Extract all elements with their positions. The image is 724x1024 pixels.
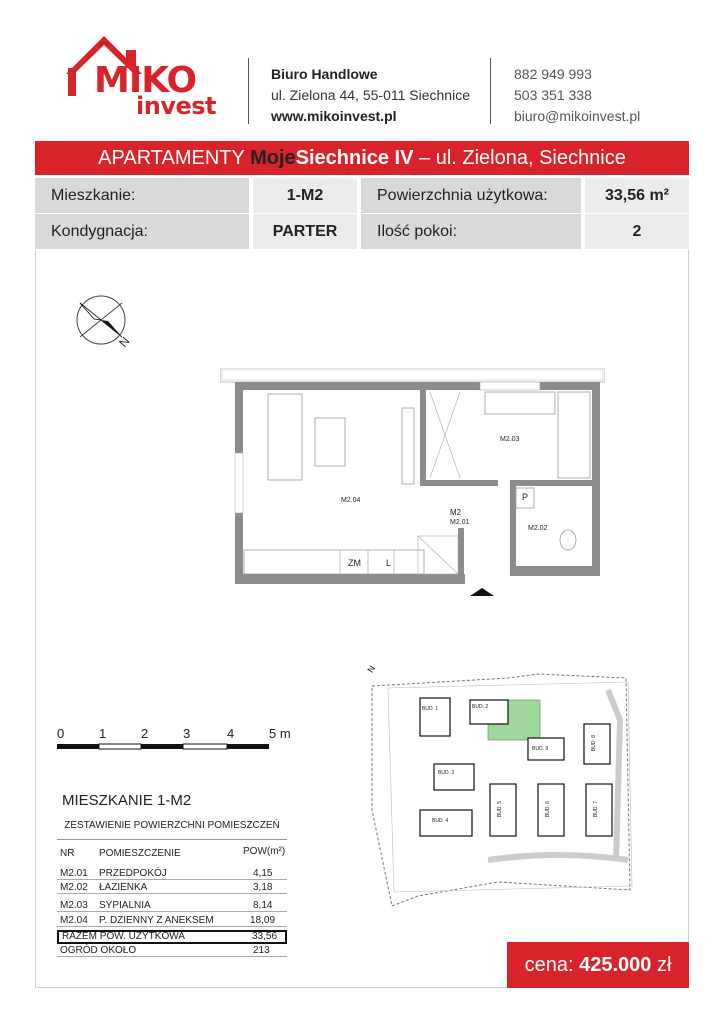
- floor-plan: [220, 368, 605, 608]
- rooms-table-title: MIESZKANIE 1-M2: [62, 792, 192, 809]
- project-banner: [35, 141, 689, 175]
- col-header-area: POW(m²): [243, 846, 286, 857]
- office-website[interactable]: www.mikoinvest.pl: [271, 108, 397, 124]
- building-label-1: BUD. 1: [422, 706, 439, 712]
- office-title: Biuro Handlowe: [271, 66, 378, 82]
- building-label-7: BUD. 7: [593, 800, 600, 818]
- header-divider-right: [490, 58, 491, 124]
- row-nr: M2.02: [60, 882, 88, 893]
- row-nr: M2.04: [60, 915, 88, 926]
- office-address: ul. Zielona 44, 55-011 Siechnice: [271, 87, 470, 103]
- table-row-total: [57, 930, 287, 944]
- price-label: cena:: [524, 954, 580, 976]
- scale-label-3: 3: [183, 726, 191, 741]
- rooms-count-value: 2: [585, 214, 689, 249]
- banner-brand-moje: Moje: [250, 147, 296, 169]
- building-label-3: BUD. 3: [438, 770, 455, 776]
- price-value: 425.000: [579, 954, 652, 976]
- building-label-9: BUD. 9: [532, 746, 549, 752]
- site-plan-drawing: [358, 660, 658, 910]
- header: [0, 0, 724, 140]
- email[interactable]: biuro@mikoinvest.pl: [514, 108, 641, 124]
- building-label-4: BUD. 4: [432, 818, 449, 824]
- apartment-value: 1-M2: [253, 178, 357, 213]
- row-name: PRZEDPOKÓJ: [99, 868, 167, 879]
- table-row: [57, 868, 287, 880]
- col-header-name: POMIESZCZENIE: [99, 848, 181, 859]
- table-row: [57, 882, 287, 894]
- compass-icon: [68, 295, 138, 355]
- scale-label-5: 5 m: [269, 726, 291, 741]
- phone-1[interactable]: 882 949 993: [514, 66, 592, 82]
- banner-brand-siechnice: Siechnice IV: [295, 147, 414, 169]
- garden-area: 213: [253, 945, 270, 956]
- office-info: [271, 64, 470, 127]
- wc-label: P: [522, 492, 529, 502]
- col-header-nr: NR: [60, 848, 75, 859]
- total-name: RAZEM POW. UŻYTKOWA: [62, 931, 185, 942]
- row-name: SYPIALNIA: [99, 900, 151, 911]
- scale-bar: [55, 726, 300, 756]
- scale-label-0: 0: [57, 726, 65, 741]
- table-row-garden: [57, 945, 287, 957]
- rooms-table-subtitle: ZESTAWIENIE POWIERZCHNI POMIESZCZEŃ: [57, 812, 287, 840]
- info-row-2: [35, 214, 689, 249]
- building-label-8: BUD. 8: [591, 734, 598, 752]
- area-label: Powierzchnia użytkowa:: [361, 178, 581, 213]
- price-currency: zł: [651, 954, 672, 976]
- header-divider-left: [248, 58, 249, 124]
- rooms-count-label: Ilość pokoi:: [361, 214, 581, 249]
- compass-north-label: N: [116, 334, 133, 350]
- row-area: 4,15: [253, 868, 273, 879]
- miko-invest-logo: [64, 32, 234, 124]
- room-code-bathroom: M2.02: [528, 525, 548, 532]
- row-name: ŁAZIENKA: [99, 882, 148, 893]
- scale-label-2: 2: [141, 726, 149, 741]
- row-area: 18,09: [250, 915, 276, 926]
- price-box: [507, 942, 689, 988]
- scale-label-4: 4: [227, 726, 235, 741]
- table-row: [57, 900, 287, 912]
- garden-name: OGRÓD OKOŁO: [60, 945, 137, 956]
- table-row: [57, 915, 287, 927]
- room-code-bedroom: M2.03: [500, 436, 520, 443]
- row-nr: M2.03: [60, 900, 88, 911]
- banner-prefix: APARTAMENTY: [98, 147, 251, 169]
- area-value: 33,56 m²: [585, 178, 689, 213]
- floor-value: PARTER: [253, 214, 357, 249]
- scale-label-1: 1: [99, 726, 107, 741]
- rooms-table: [57, 812, 287, 962]
- phone-2[interactable]: 503 351 338: [514, 87, 592, 103]
- row-area: 8,14: [253, 900, 273, 911]
- building-label-6: BUD. 6: [545, 800, 552, 818]
- row-area: 3,18: [253, 882, 273, 893]
- room-code-hall: M2.01: [450, 519, 470, 526]
- banner-suffix: – ul. Zielona, Siechnice: [413, 147, 626, 169]
- row-name: P. DZIENNY Z ANEKSEM: [99, 915, 214, 926]
- scale-bar-graphic: [55, 742, 300, 752]
- site-plan: [358, 660, 658, 910]
- contact-info: [514, 64, 640, 127]
- floor-plan-drawing: [220, 368, 605, 608]
- floor-label: Kondygnacja:: [35, 214, 249, 249]
- room-code-unit: M2: [450, 508, 462, 517]
- total-area: 33,56: [252, 931, 278, 942]
- info-row-1: [35, 178, 689, 213]
- building-label-2: BUD. 2: [472, 704, 489, 710]
- building-label-5: BUD. 5: [497, 800, 504, 818]
- fridge-label: ZM: [348, 558, 361, 568]
- logo-word-miko: MIKO: [94, 60, 197, 101]
- row-nr: M2.01: [60, 868, 88, 879]
- washer-label: L: [386, 558, 392, 568]
- logo-word-invest: invest: [136, 92, 216, 120]
- room-code-living: M2.04: [341, 497, 361, 504]
- apartment-label: Mieszkanie:: [35, 178, 249, 213]
- site-north-label: N: [365, 663, 378, 675]
